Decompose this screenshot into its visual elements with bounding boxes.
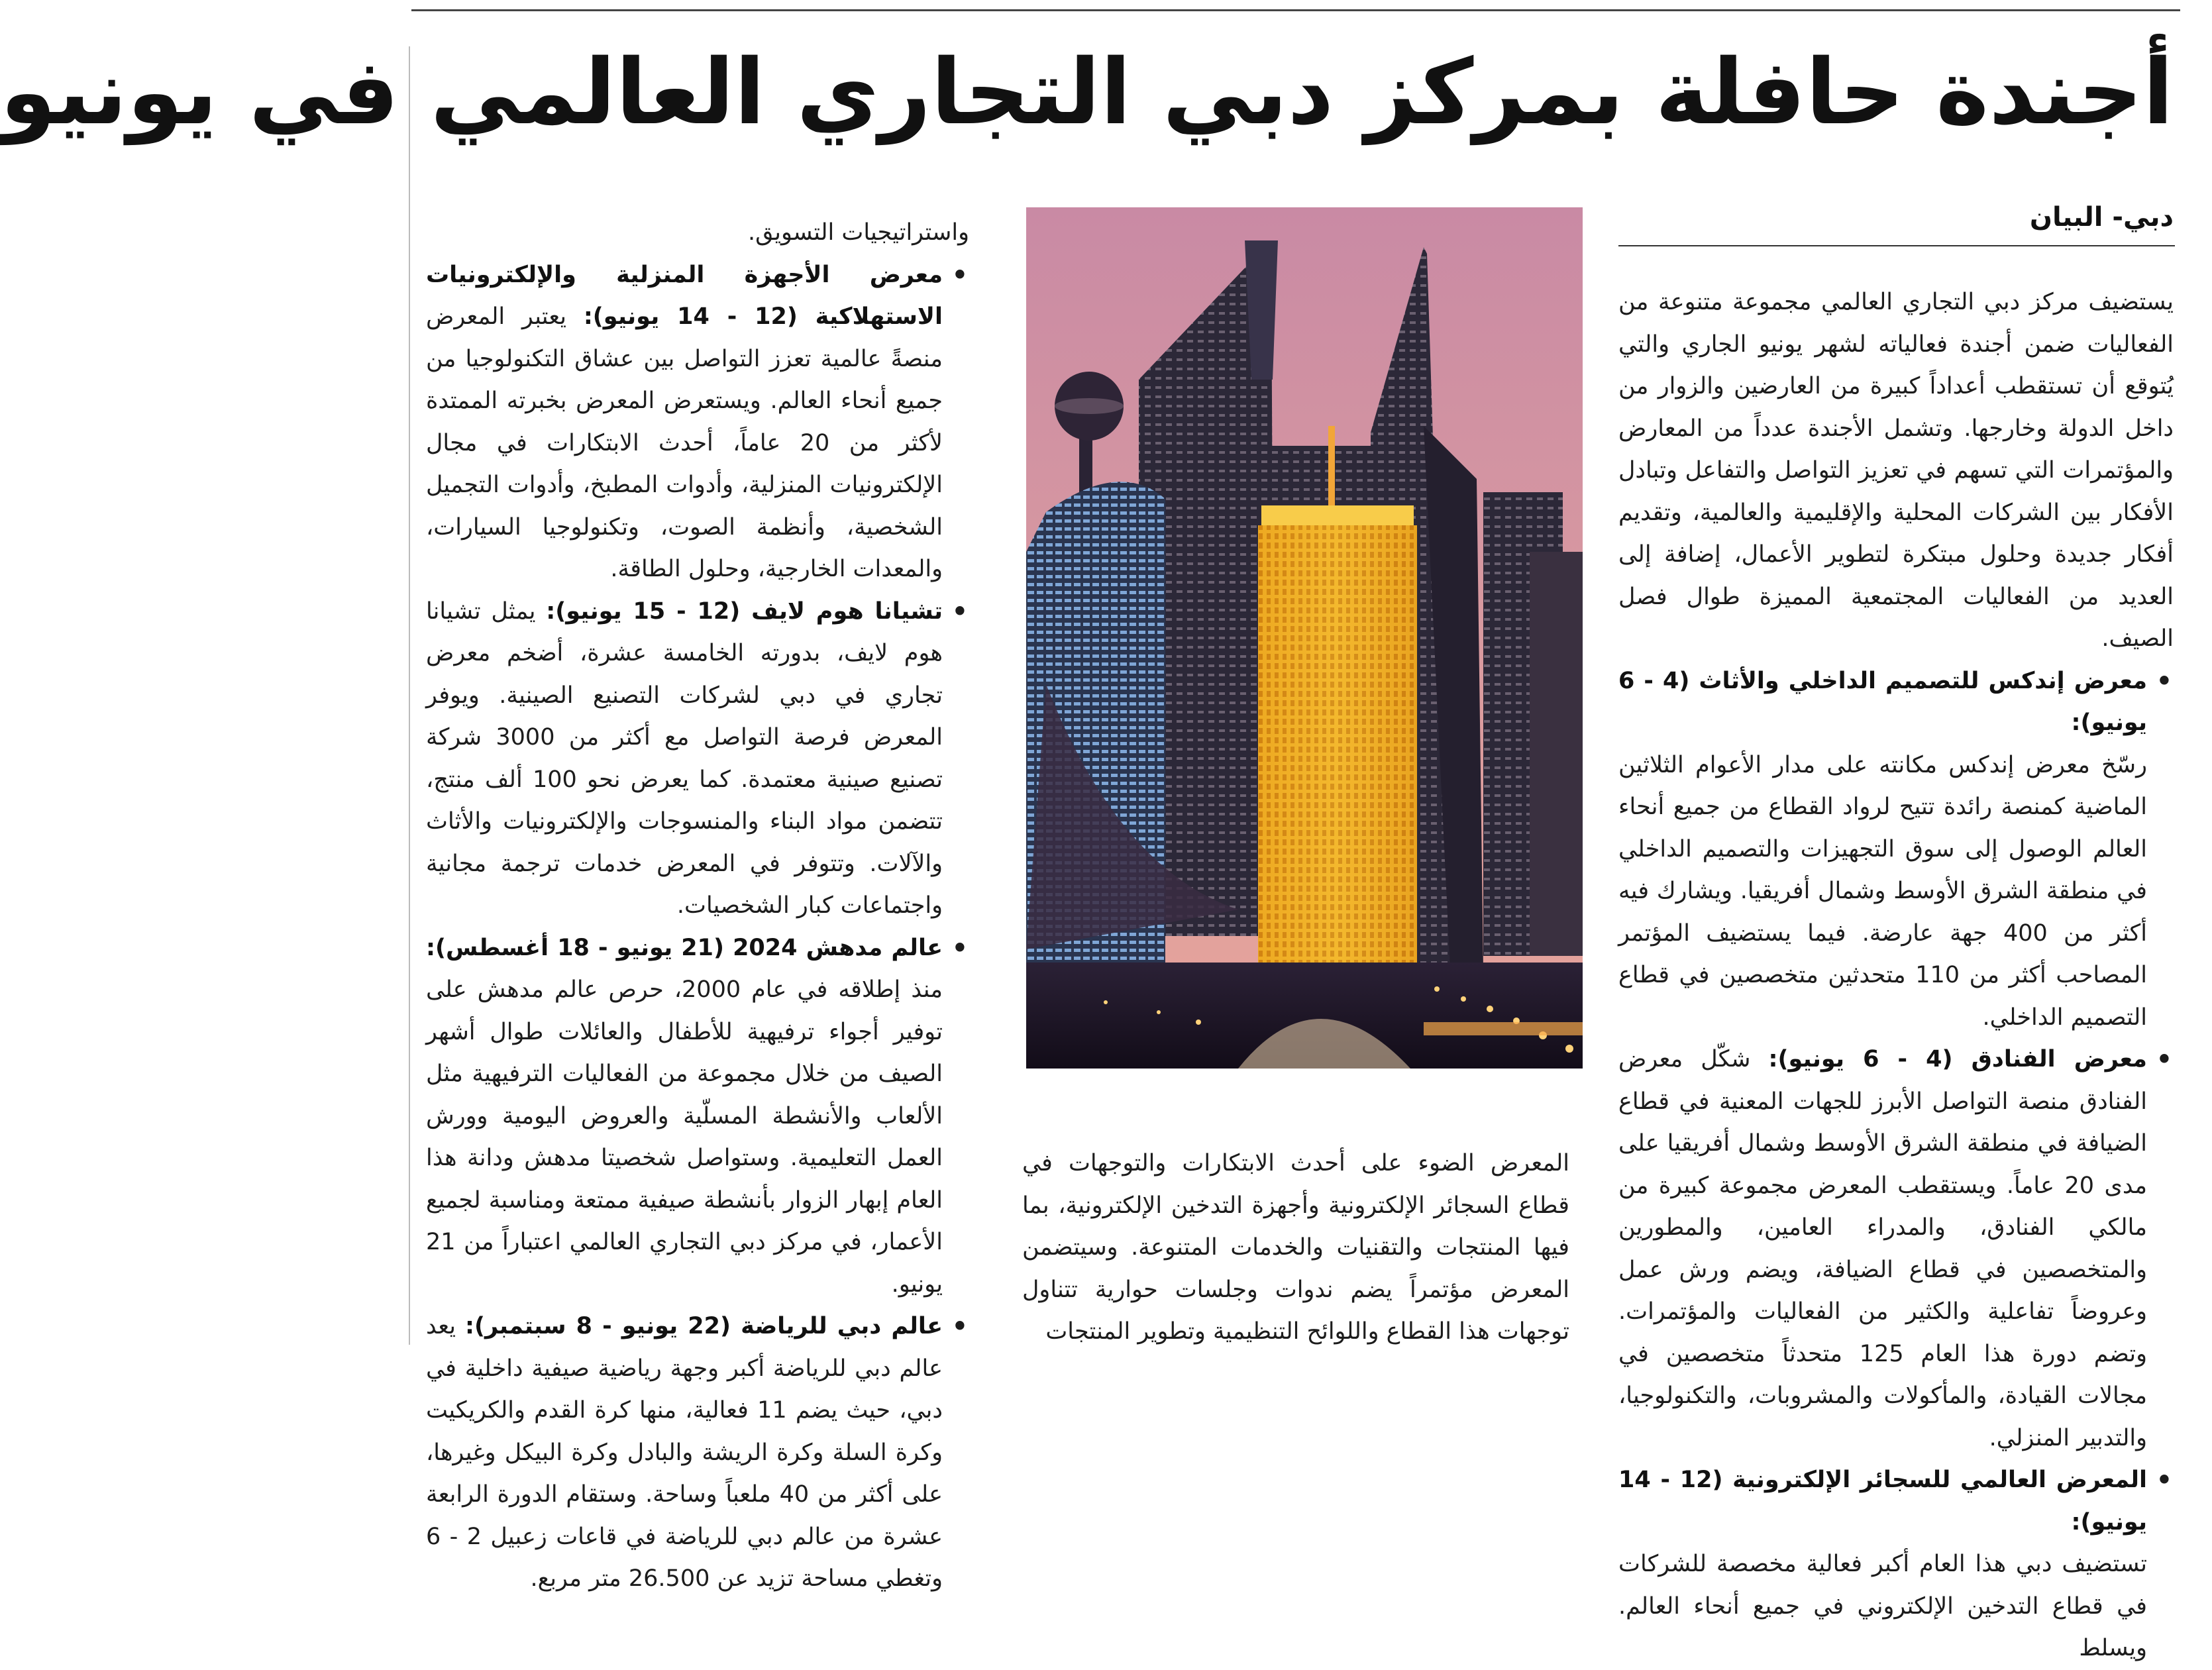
byline: دبي- البيان xyxy=(2029,202,2174,233)
article-column-left xyxy=(426,212,969,1592)
intro-paragraph: يستضيف مركز دبي التجاري العالمي مجموعة متنوعة من الفعاليات ضمن أجندة فعالياته لشهر يونيو الجاري والتي يُتوقع أن تستقطب أعداداً كبيرة من العارضين والزوار من داخل الدولة وخارجها. وتشمل الأجندة عدداً من المعارض والمؤتمرات التي تسهم في تعزيز التواصل والتفاعل وتبادل الأفكار بين الشركات المحلية والإقليمية والعالمية، وتقديم أفكار جديدة وحلول مبتكرة لتطوير الأعمال، إضافة إلى العديد من الفعاليات المجتمعية المميزة طوال فصل الصيف. xyxy=(1618,289,2174,652)
event-title: عالم دبي للرياضة (22 يونيو - 8 سبتمبر): xyxy=(465,1313,943,1339)
bullet-icon: • xyxy=(951,596,968,626)
event-item xyxy=(426,927,969,1306)
event-item xyxy=(426,254,969,591)
event-title: عالم مدهش 2024 (21 يونيو - 18 أغسطس): xyxy=(426,934,943,961)
event-title: المعرض العالمي للسجائر الإلكترونية (12 - 14 يونيو): xyxy=(1618,1467,2147,1536)
event-title: معرض الأجهزة المنزلية والإلكترونيات الاستهلاكية (12 - 14 يونيو): xyxy=(426,261,943,330)
event-item xyxy=(426,591,969,927)
continuation-paragraph: واستراتيجيات التسويق. xyxy=(747,219,969,246)
event-body: تستضيف دبي هذا العام أكبر فعالية مخصصة للشركات في قطاع التدخين الإلكتروني في جميع أنحاء العالم. ويسلط xyxy=(1618,1551,2147,1661)
event-body: يمثل تشيانا هوم لايف، بدورته الخامسة عشرة، أضخم معرض تجاري في دبي لشركات التصنيع الصينية. ويوفر المعرض فرصة التواصل مع أكثر من 3000 شركة تصنيع صينية معتمدة. كما يعرض نحو 100 ألف منتج، تتضمن مواد البناء والمنسوجات والإلكترونيات والأثاث والآلات. وتتوفر في المعرض خدمات ترجمة مجانية واجتماعات كبار الشخصيات. xyxy=(426,598,943,919)
bullet-icon: • xyxy=(2156,1465,2172,1494)
article-headline: أجندة حافلة بمركز دبي التجاري العالمي في يونيو xyxy=(0,40,2174,145)
event-title: معرض الفنادق (4 - 6 يونيو): xyxy=(1768,1046,2147,1072)
bullet-icon: • xyxy=(951,1312,968,1341)
bullet-icon: • xyxy=(951,933,968,963)
bullet-icon: • xyxy=(2156,1045,2172,1074)
bullet-icon: • xyxy=(2156,666,2172,696)
event-item xyxy=(1618,1459,2174,1670)
article-column-right xyxy=(1618,282,2174,1661)
event-item xyxy=(1618,1039,2174,1459)
middle-paragraph: المعرض الضوء على أحدث الابتكارات والتوجهات في قطاع السجائر الإلكترونية وأجهزة التدخين الإلكترونية، بما فيها المنتجات والتقنيات والخدمات المتنوعة. وسيتضمن المعرض مؤتمراً يضم ندوات وجلسات حوارية تتناول توجهات هذا القطاع واللوائح التنظيمية وتطوير المنتجات xyxy=(1022,1150,1569,1345)
event-body: منذ إطلاقه في عام 2000، حرص عالم مدهش على توفير أجواء ترفيهية للأطفال والعائلات طوال أشهر الصيف من خلال مجموعة من الفعاليات الترفيهية مثل الألعاب والأنشطة المسلّية والعروض اليومية وورش العمل التعليمية. وستواصل شخصيتا مدهش ودانة هذا العام إبهار الزوار بأنشطة صيفية ممتعة ومناسبة لجميع الأعمار، في مركز دبي التجاري العالمي اعتباراً من 21 يونيو. xyxy=(426,976,943,1298)
event-body: رسّخ معرض إندكس مكانته على مدار الأعوام الثلاثين الماضية كمنصة رائدة تتيح لرواد القطاع من جميع أنحاء العالم الوصول إلى سوق التجهيزات والتصميم الداخلي في منطقة الشرق الأوسط وشمال أفريقيا. ويشارك فيه أكثر من 400 جهة عارضة. فيما يستضيف المؤتمر المصاحب أكثر من 110 متحدثين متخصصين في قطاع التصميم الداخلي. xyxy=(1618,751,2147,1031)
article-photo xyxy=(1026,207,1583,1069)
dubai-skyline-image xyxy=(1026,207,1583,1069)
event-body: شكّل معرض الفنادق منصة التواصل الأبرز للجهات المعنية في قطاع الضيافة في منطقة الشرق الأوسط وشمال أفريقيا على مدى 20 عاماً. ويستقطب المعرض مجموعة كبيرة من مالكي الفنادق، والمدراء العامين، والمطورين والمتخصصين في قطاع الضيافة، ويضم ورش عمل وعروضاً تفاعلية والكثير من الفعاليات والمؤتمرات. وتضم دورة هذا العام 125 متحدثاً متخصصين في مجالات القيادة، والمأكولات والمشروبات، والتكنولوجيا، والتدبير المنزلي. xyxy=(1618,1046,2148,1451)
event-item xyxy=(426,1306,969,1600)
event-title: تشيانا هوم لايف (12 - 15 يونيو): xyxy=(546,598,943,625)
bullet-icon: • xyxy=(951,260,968,289)
column-rule xyxy=(409,46,410,1345)
event-title: معرض إندكس للتصميم الداخلي والأثاث (4 - 6 يونيو): xyxy=(1618,667,2147,736)
event-item xyxy=(1618,660,2174,1039)
byline-rule xyxy=(1618,245,2175,246)
event-body: يعد عالم دبي للرياضة أكبر وجهة رياضية صيفية داخلية في دبي، حيث يضم 11 فعالية، منها كرة القدم والكريكيت وكرة السلة وكرة الريشة والبادل وكرة البيكل وغيرها، على أكثر من 40 ملعباً وساحة. وستقام الدورة الرابعة عشرة من عالم دبي للرياضة في قاعات زعبيل 2 - 6 وتغطي مساحة تزيد عن 26.500 متر مربع. xyxy=(426,1313,943,1592)
article-column-middle xyxy=(1022,1143,1569,1368)
event-body: يعتبر المعرض منصةً عالمية تعزز التواصل بين عشاق التكنولوجيا من جميع أنحاء العالم. ويستعرض المعرض بخبرته الممتدة لأكثر من 20 عاماً، أحدث الابتكارات في مجال الإلكترونيات المنزلية، وأدوات المطبخ، وأدوات التجميل الشخصية، وأنظمة الصوت، وتكنولوجيا السيارات، والمعدات الخارجية، وحلول الطاقة. xyxy=(426,303,943,582)
top-rule xyxy=(411,9,2180,11)
